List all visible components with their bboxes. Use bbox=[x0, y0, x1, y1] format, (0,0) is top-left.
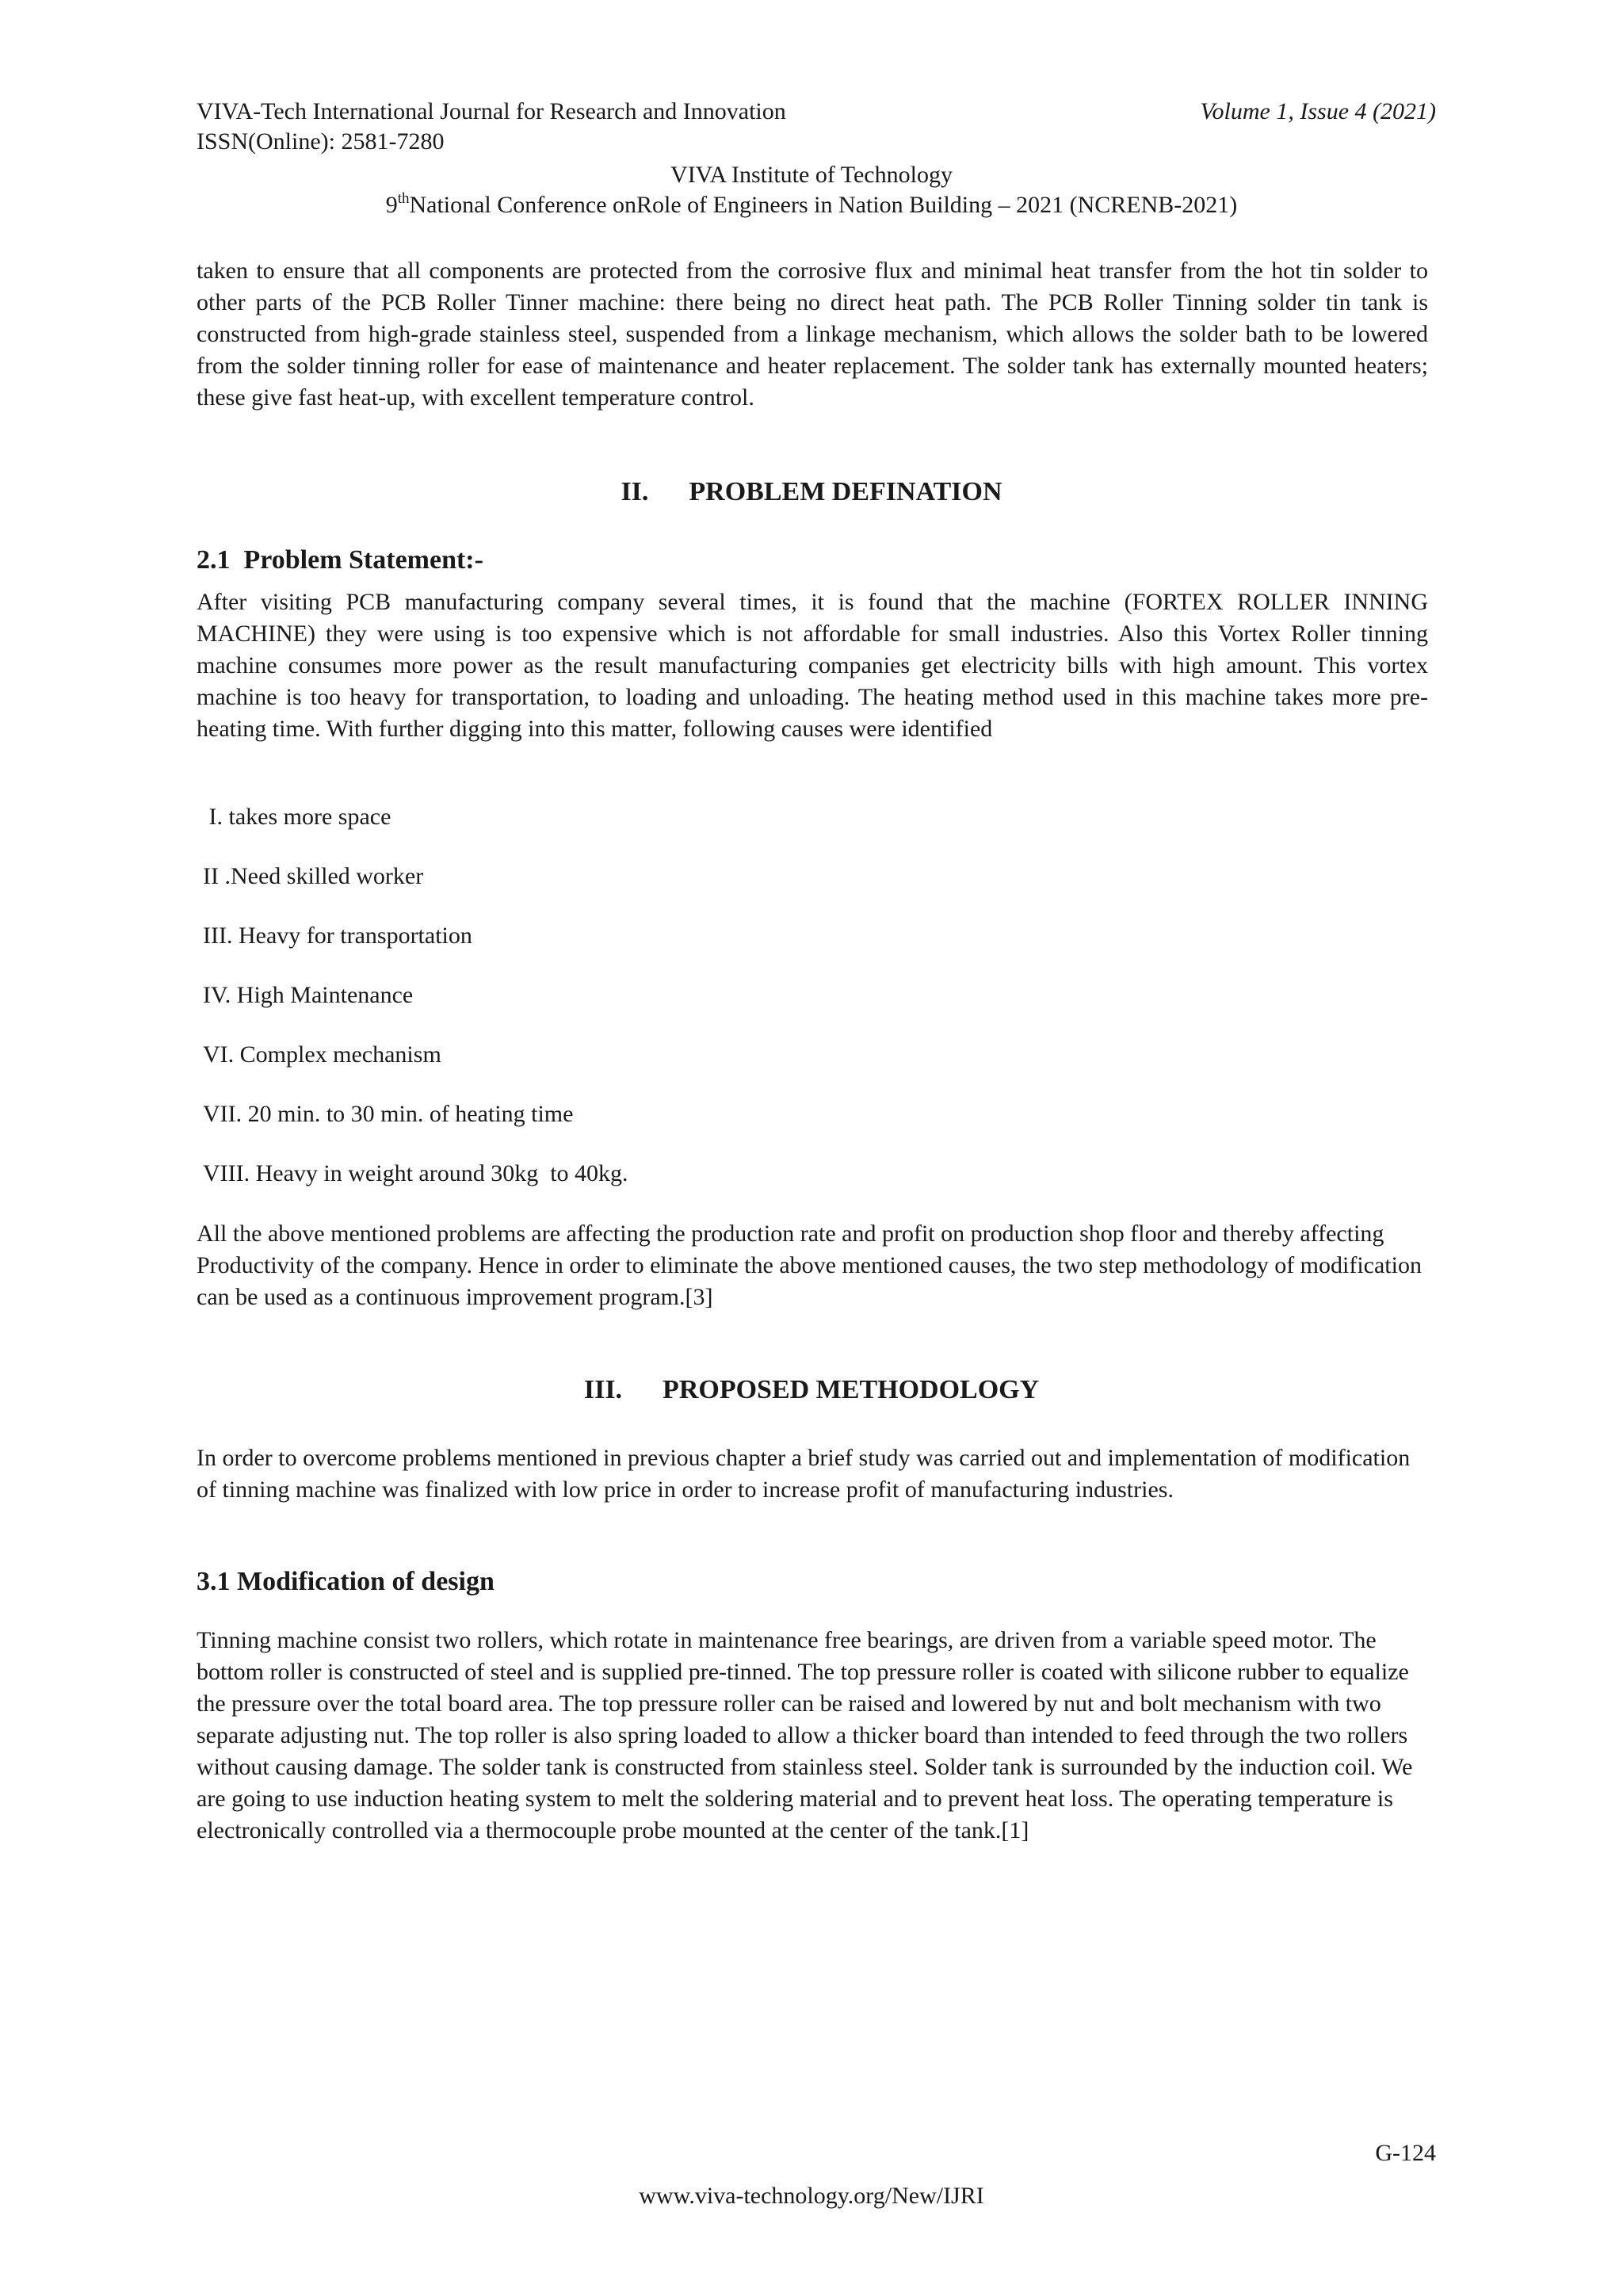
page-number: G-124 bbox=[1375, 2140, 1436, 2166]
problem-statement-paragraph: After visiting PCB manufacturing company several times, it is found that the machine (FORTEX ROLLER INNING MACHINE) they were using is too expensive which is not affordable for small industries. Also this Vortex Roller tinning machine consumes more power as the result manufacturing companies get electricity bills with high amount. This vortex machine is too heavy for transportation, to loading and unloading. The heating method used in this machine takes more pre-heating time. With further digging into this matter, following causes were identified bbox=[197, 589, 1428, 742]
methodology-intro-paragraph: In order to overcome problems mentioned in previous chapter a brief study was carried out and implementation of modification of tinning machine was finalized with low price in order to increase profit of manufacturing industries. bbox=[197, 1445, 1411, 1503]
conference-name: National Conference onRole of Engineers in Nation Building – 2021 (NCRENB-2021) bbox=[409, 192, 1238, 218]
section-heading-problem-definition: II. PROBLEM DEFINATION bbox=[621, 477, 1002, 506]
modification-paragraph: Tinning machine consist two rollers, which rotate in maintenance free bearings, are driven from a variable speed motor. The bottom roller is constructed of steel and is supplied pre-tinned. The top pressure roller is coated with silicone rubber to equalize the pressure over the total board area. The top pressure roller can be raised and lowered by nut and bolt mechanism with two separate adjusting nut. The top roller is also spring loaded to allow a thicker board than intended to feed through the two rollers without causing damage. The solder tank is constructed from stainless steel. Solder tank is surrounded by the induction coil. We are going to use induction heating system to melt the soldering material and to prevent heat loss. The operating temperature is electronically controlled via a thermocouple probe mounted at the center of the tank.[1] bbox=[197, 1627, 1413, 1843]
intro-paragraph: taken to ensure that all components are protected from the corrosive flux and minimal heat transfer from the hot tin solder to other parts of the PCB Roller Tinner machine: there being no direct heat path. The PCB Roller Tinning solder tin tank is constructed from high-grade stainless steel, suspended from a linkage mechanism, which allows the solder bath to be lowered from the solder tinning roller for ease of maintenance and heater replacement. The solder tank has externally mounted heaters; these give fast heat-up, with excellent temperature control. bbox=[197, 258, 1428, 411]
footer-url: www.viva-technology.org/New/IJRI bbox=[639, 2183, 984, 2209]
cause-list-item: VI. Complex mechanism bbox=[203, 1041, 441, 1068]
conference-number: 9 bbox=[385, 192, 398, 218]
cause-list-item: VIII. Heavy in weight around 30kg to 40kg. bbox=[203, 1160, 628, 1186]
institute-name: VIVA Institute of Technology bbox=[670, 162, 953, 188]
cause-list-item: I. takes more space bbox=[203, 804, 391, 830]
journal-title: VIVA-Tech International Journal for Research and Innovation bbox=[197, 98, 786, 124]
cause-list-item: IV. High Maintenance bbox=[203, 982, 414, 1008]
issn: ISSN(Online): 2581-7280 bbox=[197, 128, 445, 155]
section-heading-proposed-methodology: III. PROPOSED METHODOLOGY bbox=[583, 1375, 1040, 1404]
cause-list-item: III. Heavy for transportation bbox=[203, 923, 472, 949]
subheading-problem-statement: 2.1 Problem Statement:- bbox=[197, 545, 483, 575]
subheading-modification-of-design: 3.1 Modification of design bbox=[197, 1567, 495, 1596]
problem-conclusion-paragraph: All the above mentioned problems are affecting the production rate and profit on production shop floor and thereby affecting Productivity of the company. Hence in order to eliminate the above mentioned causes, the two step methodology of modification can be used as a continuous improvement program.[3] bbox=[197, 1221, 1422, 1310]
cause-list-item: II .Need skilled worker bbox=[203, 863, 424, 889]
volume-issue: Volume 1, Issue 4 (2021) bbox=[1200, 98, 1436, 124]
conference-title bbox=[0, 190, 1623, 220]
cause-list-item: VII. 20 min. to 30 min. of heating time bbox=[203, 1101, 574, 1127]
conference-ordinal-suffix: th bbox=[397, 190, 410, 207]
